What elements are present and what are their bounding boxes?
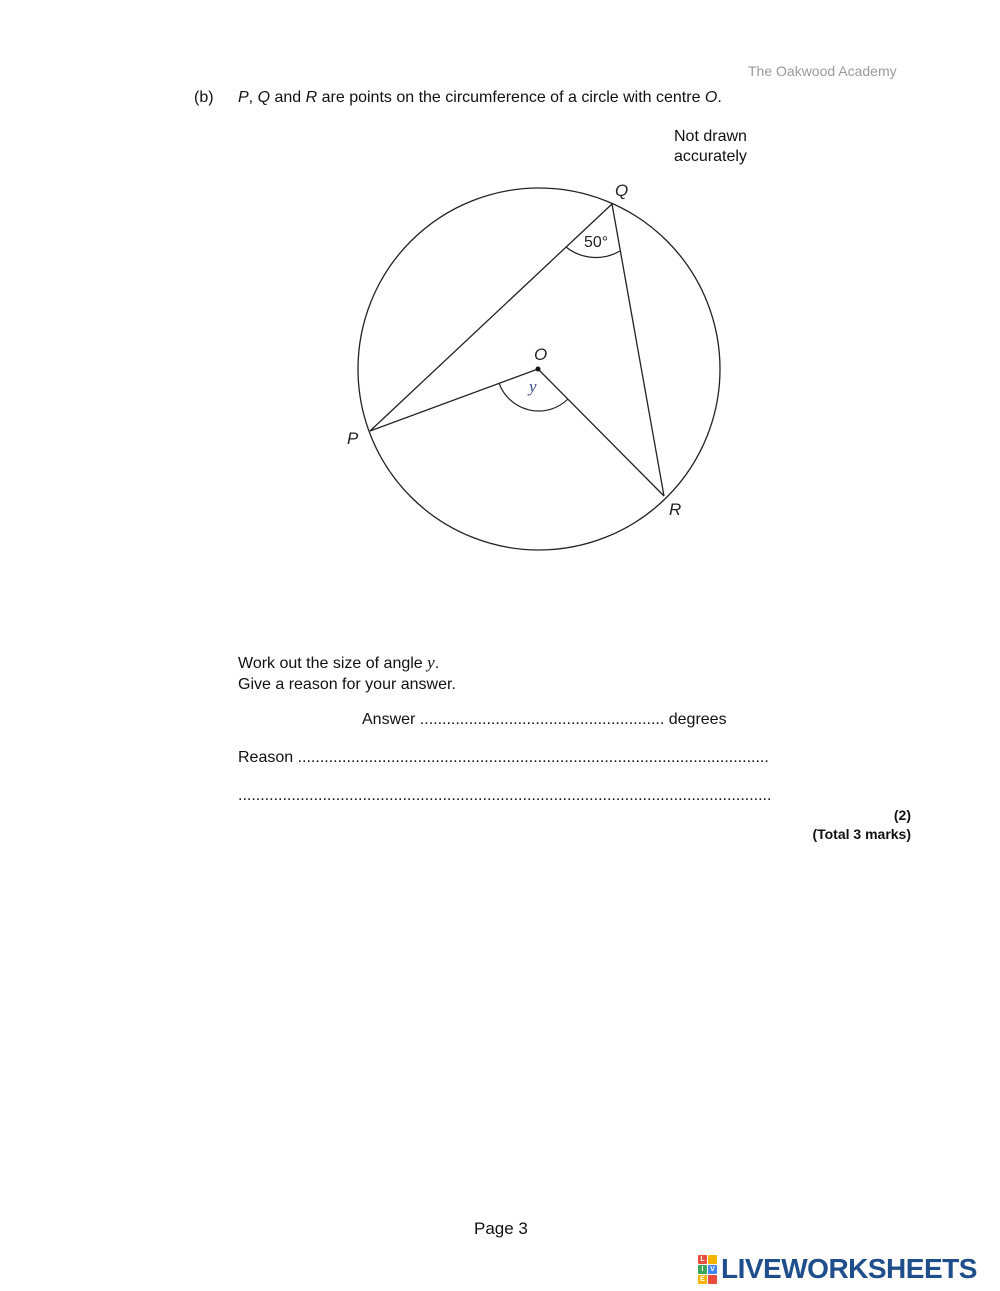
answer-unit: degrees xyxy=(664,711,727,728)
question-sep: , xyxy=(248,89,258,106)
label-p: P xyxy=(347,429,359,448)
reason-field-line-2[interactable]: ........................................................................................................................ xyxy=(238,787,772,804)
centre-o-name: O xyxy=(704,89,718,106)
circle-diagram xyxy=(330,170,750,575)
label-r: R xyxy=(669,500,682,519)
answer-label: Answer xyxy=(362,711,420,728)
reason-line xyxy=(238,749,769,767)
instruction-end: . xyxy=(434,655,440,672)
total-marks: (Total 3 marks) xyxy=(812,826,911,842)
question-end: . xyxy=(717,89,722,106)
centre-dot xyxy=(536,367,541,372)
logo-block-i: I xyxy=(698,1265,707,1274)
school-name: The Oakwood Academy xyxy=(748,63,897,79)
instruction-text: Work out the size of angle xyxy=(238,655,428,672)
instruction-line-2: Give a reason for your answer. xyxy=(238,676,456,693)
angle-variable: y xyxy=(427,653,435,672)
logo-block-2 xyxy=(708,1275,717,1284)
radius-op xyxy=(370,369,538,431)
not-drawn-note xyxy=(674,127,747,167)
logo-icon xyxy=(698,1255,717,1284)
logo-block-v: V xyxy=(708,1265,717,1274)
logo-block-l: L xyxy=(698,1255,707,1264)
answer-line xyxy=(362,711,727,729)
label-angle-50: 50° xyxy=(584,234,609,251)
reason-field[interactable]: .......................................................................................................... xyxy=(297,749,769,766)
label-o: O xyxy=(534,345,548,364)
label-q: Q xyxy=(615,181,629,200)
diagram-svg xyxy=(330,170,750,570)
page-number: Page 3 xyxy=(474,1219,528,1238)
instruction-line-1 xyxy=(238,652,456,674)
logo-block-e: E xyxy=(698,1275,707,1284)
answer-field[interactable]: ....................................................... xyxy=(419,711,665,728)
question-rest: are points on the circumference of a circle with centre xyxy=(317,89,705,106)
question-and: and xyxy=(270,89,306,106)
point-p-name: P xyxy=(238,89,249,106)
chord-pq xyxy=(370,204,612,431)
note-line-1: Not drawn xyxy=(674,128,747,145)
logo-text: LIVEWORKSHEETS xyxy=(721,1253,977,1284)
point-r-name: R xyxy=(305,89,318,106)
label-y: y xyxy=(529,377,537,396)
note-line-2: accurately xyxy=(674,148,747,165)
instructions xyxy=(238,652,456,695)
liveworksheets-logo xyxy=(698,1253,977,1285)
reason-label: Reason xyxy=(238,749,298,766)
point-q-name: Q xyxy=(257,89,271,106)
question-text xyxy=(238,89,722,107)
part-marks: (2) xyxy=(893,807,911,823)
logo-block-1 xyxy=(708,1255,717,1264)
question-part-label: (b) xyxy=(194,89,214,106)
marks xyxy=(812,806,911,844)
